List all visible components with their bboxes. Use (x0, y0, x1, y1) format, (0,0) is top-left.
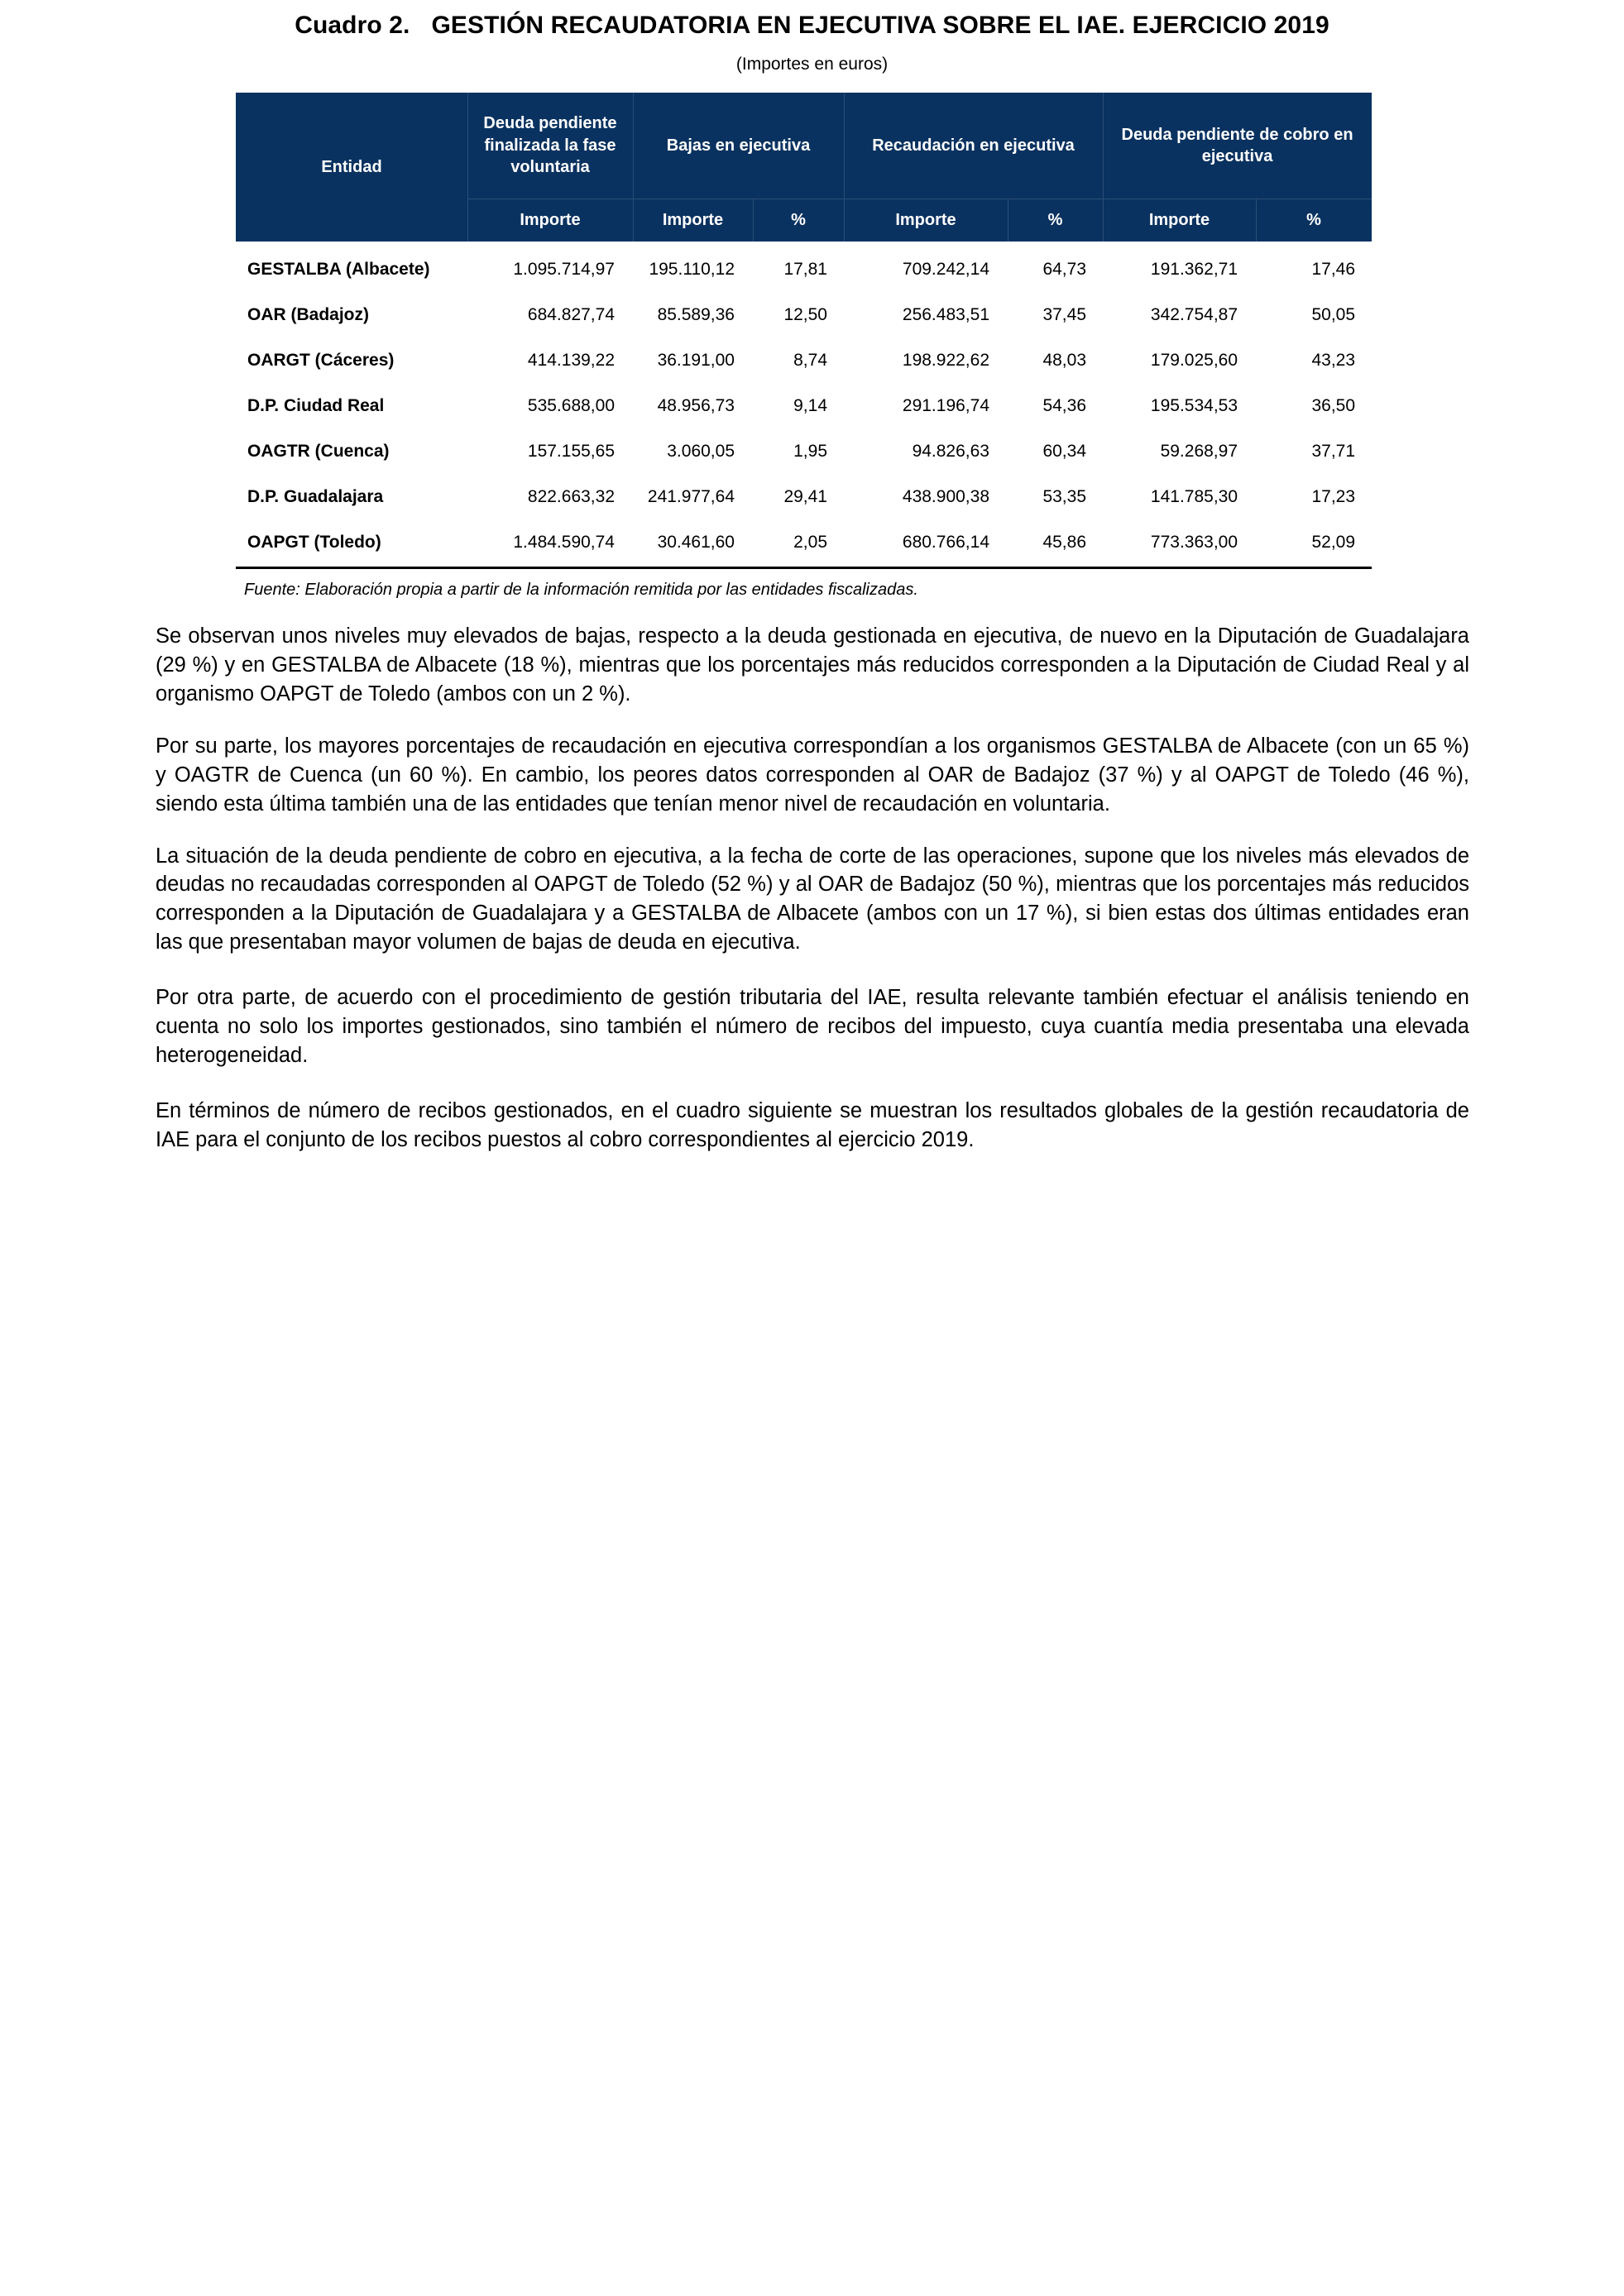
cell-recaudacion-pct: 64,73 (1042, 259, 1087, 279)
table-row (236, 428, 1372, 474)
cell-recaudacion-importe: 709.242,14 (902, 259, 989, 279)
cell-recaudacion-importe: 94.826,63 (912, 441, 989, 461)
cell-pendiente-importe: 195.534,53 (1150, 395, 1238, 415)
cell-bajas-pct: 29,41 (783, 486, 827, 506)
subheader-pendiente-pct: % (1256, 199, 1372, 242)
subheader-bajas-importe: Importe (633, 199, 753, 242)
header-recaudacion-ejecutiva: Recaudación en ejecutiva (844, 93, 1103, 199)
cell-recaudacion-pct: 48,03 (1042, 350, 1087, 370)
table-bottom-rule (236, 567, 1372, 569)
cell-bajas-importe: 30.461,60 (657, 532, 735, 552)
units-subtitle: (Importes en euros) (735, 55, 889, 74)
cell-deuda-importe: 684.827,74 (527, 304, 615, 324)
cell-deuda-importe: 1.095.714,97 (513, 259, 615, 279)
cell-bajas-pct: 12,50 (783, 304, 827, 324)
cell-bajas-importe: 36.191,00 (657, 350, 735, 370)
table-row (236, 242, 1372, 292)
cell-pendiente-importe: 773.363,00 (1150, 532, 1238, 552)
cell-recaudacion-importe: 256.483,51 (902, 304, 989, 324)
caption-title: GESTIÓN RECAUDATORIA EN EJECUTIVA SOBRE EL IAE. EJERCICIO 2019 (431, 12, 1329, 39)
cell-bajas-importe: 85.589,36 (657, 304, 735, 324)
cell-entidad: OAGTR (Cuenca) (247, 441, 390, 461)
paragraph: Por otra parte, de acuerdo con el procedimiento de gestión tributaria del IAE, resulta relevante también efectuar el análisis teniendo en cuenta no solo los importes gestionados, sino también el número de recibos del impuesto, cuya cuantía media presentaba una elevada heterogeneidad. (156, 986, 1469, 1068)
cell-pendiente-pct: 43,23 (1311, 350, 1356, 370)
cell-pendiente-importe: 342.754,87 (1150, 304, 1238, 324)
cell-recaudacion-importe: 291.196,74 (902, 395, 989, 415)
table-header-group-row (236, 93, 1372, 199)
cell-deuda-importe: 414.139,22 (527, 350, 615, 370)
cell-bajas-pct: 8,74 (793, 350, 827, 370)
cell-bajas-pct: 9,14 (793, 395, 827, 415)
cell-entidad: OAR (Badajoz) (247, 304, 369, 324)
cell-bajas-importe: 195.110,12 (649, 259, 735, 279)
cell-recaudacion-pct: 54,36 (1042, 395, 1087, 415)
cell-recaudacion-pct: 53,35 (1042, 486, 1087, 506)
cell-recaudacion-importe: 438.900,38 (902, 486, 989, 506)
table-row (236, 337, 1372, 383)
subheader-bajas-pct: % (753, 199, 844, 242)
cell-bajas-importe: 48.956,73 (657, 395, 735, 415)
cell-pendiente-importe: 179.025,60 (1150, 350, 1238, 370)
header-bajas-ejecutiva: Bajas en ejecutiva (633, 93, 844, 199)
subheader-recaudacion-importe: Importe (844, 199, 1008, 242)
paragraph: Se observan unos niveles muy elevados de bajas, respecto a la deuda gestionada en ejecutiva, de nuevo en la Diputación de Guadalajara (29 %) y en GESTALBA de Albacete (18 %), mientras que los porcentajes más reducidos corresponden a la Diputación de Ciudad Real y al organismo OAPGT de Toledo (ambos con un 2 %). (156, 624, 1469, 706)
cell-pendiente-pct: 50,05 (1311, 304, 1356, 324)
cell-pendiente-pct: 37,71 (1311, 441, 1356, 461)
paragraph: En términos de número de recibos gestionados, en el cuadro siguiente se muestran los resultados globales de la gestión recaudatoria de IAE para el conjunto de los recibos puestos al cobro correspondientes al ejercicio 2019. (156, 1098, 1469, 1151)
cell-pendiente-importe: 191.362,71 (1150, 259, 1238, 279)
header-deuda-pendiente-cobro: Deuda pendiente de cobro en ejecutiva (1103, 93, 1372, 199)
cell-pendiente-pct: 52,09 (1311, 532, 1356, 552)
cell-pendiente-pct: 17,46 (1311, 259, 1356, 279)
cell-bajas-importe: 3.060,05 (667, 441, 735, 461)
cell-recaudacion-importe: 680.766,14 (902, 532, 989, 552)
caption-number: Cuadro 2. (295, 12, 410, 39)
cell-bajas-pct: 1,95 (793, 441, 827, 461)
source-note: Fuente: Elaboración propia a partir de la información remitida por las entidades fiscalizadas. (244, 581, 918, 599)
recaudacion-table (236, 93, 1372, 565)
table-caption (0, 0, 1624, 40)
header-deuda-pendiente-voluntaria: Deuda pendiente finalizada la fase voluntaria (467, 93, 633, 199)
header-entidad: Entidad (236, 93, 467, 242)
table-row (236, 292, 1372, 337)
subheader-recaudacion-pct: % (1008, 199, 1103, 242)
paragraph: La situación de la deuda pendiente de cobro en ejecutiva, a la fecha de corte de las operaciones, supone que los niveles más elevados de deudas no recaudadas corresponden al OAPGT de Toledo (52 %) y al OAR de Badajoz (50 %), mientras que los porcentajes más reducidos corresponden a la Diputación de Guadalajara y a GESTALBA de Albacete (ambos con un 17 %), si bien estas dos últimas entidades eran las que presentaban mayor volumen de bajas de deuda en ejecutiva. (156, 844, 1469, 954)
cell-deuda-importe: 535.688,00 (527, 395, 615, 415)
cell-entidad: OARGT (Cáceres) (247, 350, 395, 370)
cell-bajas-pct: 2,05 (793, 532, 827, 552)
cell-deuda-importe: 157.155,65 (527, 441, 615, 461)
table-row (236, 474, 1372, 519)
cell-recaudacion-pct: 37,45 (1042, 304, 1087, 324)
cell-pendiente-pct: 17,23 (1311, 486, 1356, 506)
cell-pendiente-importe: 141.785,30 (1150, 486, 1238, 506)
cell-pendiente-importe: 59.268,97 (1160, 441, 1238, 461)
paragraph: Por su parte, los mayores porcentajes de recaudación en ejecutiva correspondían a los organismos GESTALBA de Albacete (con un 65 %) y OAGTR de Cuenca (un 60 %). En cambio, los peores datos corresponden al OAR de Badajoz (37 %) y al OAPGT de Toledo (46 %), siendo esta última también una de las entidades que tenían menor nivel de recaudación en voluntaria. (156, 734, 1469, 816)
subheader-pendiente-importe: Importe (1103, 199, 1256, 242)
cell-bajas-pct: 17,81 (783, 259, 827, 279)
cell-deuda-importe: 822.663,32 (527, 486, 615, 506)
cell-pendiente-pct: 36,50 (1311, 395, 1356, 415)
cell-entidad: OAPGT (Toledo) (247, 532, 381, 552)
subheader-deuda-importe: Importe (467, 199, 633, 242)
table-body (236, 242, 1372, 565)
cell-entidad: D.P. Guadalajara (247, 486, 384, 506)
cell-recaudacion-pct: 45,86 (1042, 532, 1087, 552)
table-row (236, 519, 1372, 565)
table-container (236, 93, 1372, 600)
table-row (236, 383, 1372, 428)
table-head (236, 93, 1372, 242)
cell-recaudacion-pct: 60,34 (1042, 441, 1087, 461)
cell-entidad: GESTALBA (Albacete) (247, 259, 430, 279)
cell-deuda-importe: 1.484.590,74 (513, 532, 615, 552)
body-text (156, 622, 1469, 1178)
cell-entidad: D.P. Ciudad Real (247, 395, 385, 415)
cell-recaudacion-importe: 198.922,62 (902, 350, 989, 370)
cell-bajas-importe: 241.977,64 (647, 486, 735, 506)
